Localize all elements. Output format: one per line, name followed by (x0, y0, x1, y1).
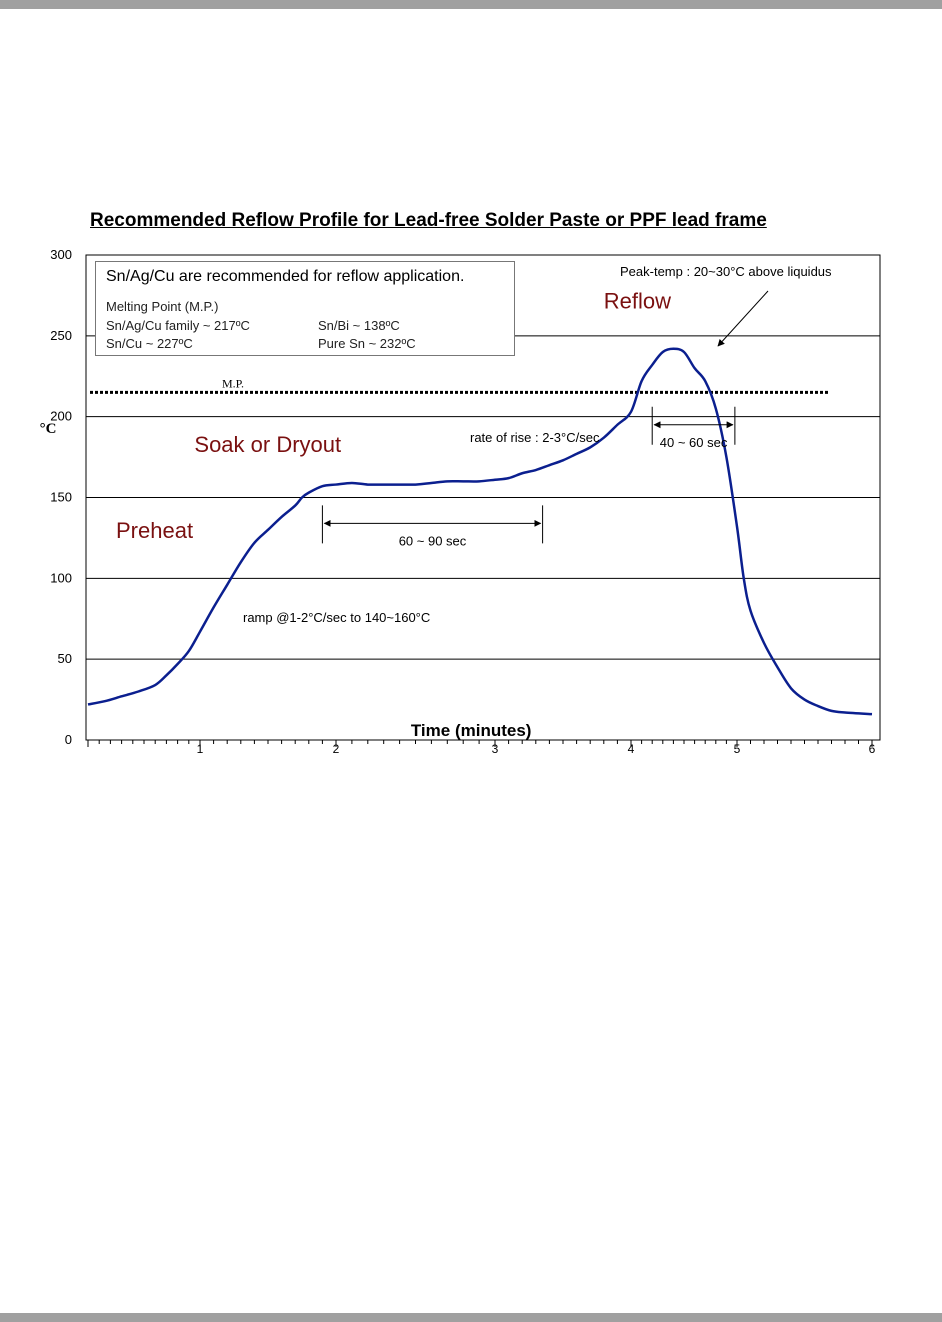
legend-row-2-left: Sn/Cu ~ 227ºC (106, 336, 193, 351)
y-axis-label: °C (39, 420, 57, 437)
y-tick-label: 50 (57, 651, 72, 667)
region-label: Reflow (603, 288, 672, 314)
y-tick-label: 300 (50, 247, 72, 262)
legend-subheading: Melting Point (M.P.) (106, 299, 219, 314)
x-tick-label: 5 (733, 742, 741, 756)
x-tick-label: 4 (627, 742, 635, 756)
chart-title: Recommended Reflow Profile for Lead-free Solder Paste or PPF lead frame (90, 210, 767, 231)
y-tick-label: 0 (64, 732, 72, 747)
y-tick-label: 100 (50, 570, 72, 586)
y-tick-label: 250 (50, 327, 72, 343)
ramp-annotation: ramp @1-2°C/sec to 140~160°C (243, 610, 431, 625)
rate-of-rise-annotation: rate of rise : 2-3°C/sec (470, 430, 600, 445)
reflow-duration-label: 40 ~ 60 sec (659, 434, 728, 450)
legend-heading: Sn/Ag/Cu are recommended for reflow application. (106, 268, 465, 285)
peak-temp-arrow (718, 291, 768, 346)
region-label: Preheat (116, 517, 194, 543)
x-tick-label: 6 (868, 742, 876, 756)
melting-point-label: M.P. (222, 376, 245, 391)
bottom-border-bar (0, 1313, 942, 1322)
peak-temp-annotation: Peak-temp : 20~30°C above liquidus (620, 264, 832, 279)
region-label: Soak or Dryout (194, 432, 342, 458)
y-tick-label: 200 (50, 408, 72, 424)
x-tick-label: 2 (332, 742, 340, 756)
legend-row-1-right: Sn/Bi ~ 138ºC (318, 318, 400, 333)
x-tick-label: 1 (196, 742, 204, 756)
legend-row-1-left: Sn/Ag/Cu family ~ 217ºC (106, 318, 250, 333)
legend-box (95, 261, 515, 356)
legend-row-2-right: Pure Sn ~ 232ºC (318, 336, 416, 351)
soak-duration-label: 60 ~ 90 sec (398, 533, 467, 549)
x-axis-label: Time (minutes) (410, 721, 532, 740)
x-tick-label: 3 (491, 742, 499, 756)
y-tick-label: 150 (50, 489, 72, 505)
